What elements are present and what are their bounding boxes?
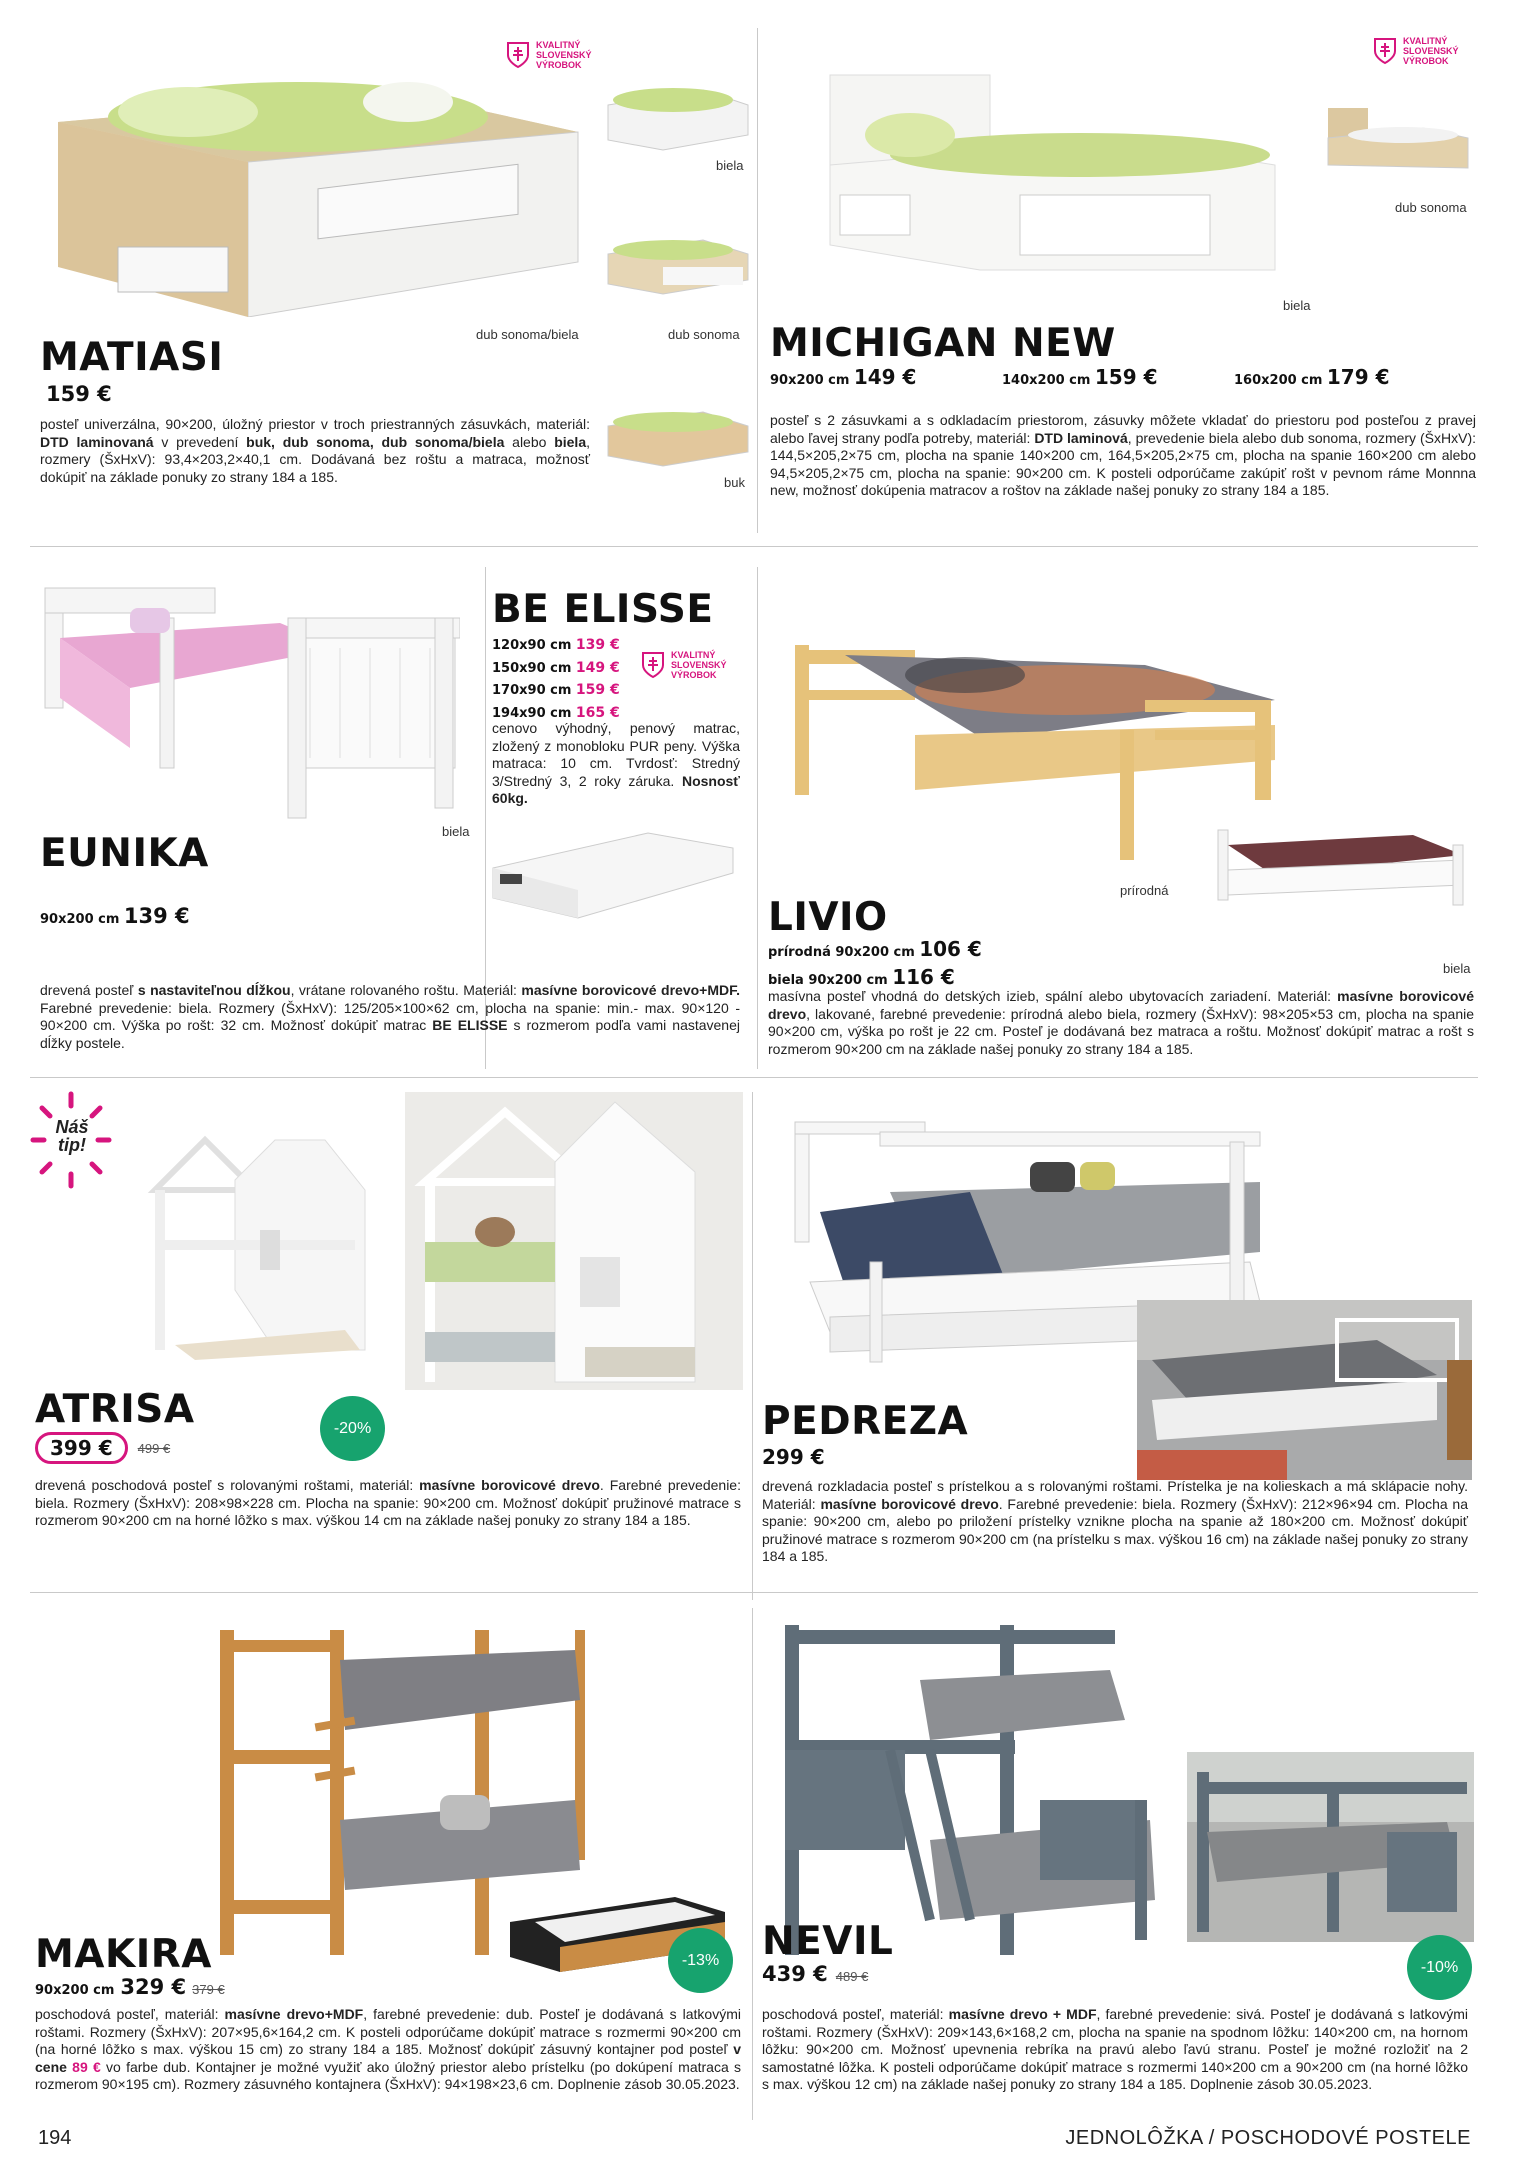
seal-line2: SLOVENSKÝ	[1403, 46, 1459, 56]
michigan-name: MICHIGAN NEW	[770, 321, 1116, 366]
pedreza-room-photo	[1137, 1300, 1472, 1480]
matiasi-name: MATIASI	[40, 335, 224, 380]
eunika-desc-mattress: BE ELISSE	[432, 1017, 508, 1034]
michigan-variant-size: 90x200 cm	[770, 373, 850, 388]
matiasi-sonoma-white-photo	[603, 232, 751, 297]
atrisa-desc-material: masívne borovicové drevo	[419, 1477, 600, 1493]
nevil-main-photo	[780, 1620, 1160, 1965]
eunika-caption-white: biela	[442, 824, 470, 839]
pedreza-desc-text: drevená rozkladacia posteľ s prístelkou a s rolovanými roštami. Prístelka je na kolieskach a má sklápacie nohy. Materiál:	[762, 1478, 1468, 1512]
michigan-desc-material: DTD laminová	[1034, 429, 1128, 446]
be-elisse-variant	[492, 657, 620, 680]
be-elisse-variant-price: 159 €	[575, 682, 620, 698]
matiasi-price: 159 €	[46, 382, 112, 406]
nevil-price-row	[762, 1962, 868, 1986]
makira-description	[35, 2006, 741, 2094]
matiasi-desc-text: alebo	[504, 433, 555, 450]
nevil-desc-text: poschodová posteľ, materiál:	[762, 2006, 949, 2022]
michigan-variant-price: 179 €	[1326, 365, 1390, 389]
michigan-description	[770, 412, 1476, 500]
slovak-shield-icon	[640, 651, 666, 679]
livio-variant-label: biela 90x200 cm	[768, 973, 888, 988]
atrisa-price-row	[35, 1432, 170, 1464]
matiasi-desc-material: DTD laminovaná	[40, 433, 154, 450]
nevil-discount-badge: -10%	[1407, 1935, 1472, 2000]
eunika-name: EUNIKA	[40, 831, 209, 876]
michigan-variant-1	[770, 365, 916, 389]
eunika-desc-material: masívne borovicové drevo+MDF.	[521, 982, 740, 998]
livio-name: LIVIO	[768, 895, 888, 940]
michigan-caption-sonoma: dub sonoma	[1395, 200, 1467, 215]
nevil-price: 439 €	[762, 1962, 828, 1986]
atrisa-desc-text: . Farebné prevedenie: biela. Rozmery (ŠxHxV): 208×98×228 cm. Plocha na spanie: 90×200 cm. Možnosť dokúpiť pružinové matrace s rozmerom 90×200 cm na horné lôžko s max. výškou 14 cm na základe našej ponuky zo strany 184 a 185.	[35, 1477, 741, 1529]
pedreza-desc-text: . Farebné prevedenie: biela. Rozmery (ŠxHxV): 212×96×94 cm. Plocha na spanie: 90×200 cm, alebo po priložení prístelky vznikne plocha na spanie až 180×200 cm. Možnosť dokúpiť pružinové matrace s rozmerom 90×200 cm (na prístelku s max. výškou 16 cm) na základe našej ponuky zo strany 184 a 185.	[762, 1495, 1468, 1565]
makira-desc-material: masívne drevo+MDF	[224, 2006, 364, 2022]
be-elisse-variant-price: 139 €	[575, 637, 620, 653]
nevil-desc-text: , farebné prevedenie: sivá. Posteľ je dodávaná s latkovými roštami. Rozmery (ŠxHxV): 209×143,6×168,2 cm, plocha na spanie na spodnom lôžku: 140×200 cm, na hornom lôžku: 90×200 cm. Možnosť upevnenia rebríka na pravú alebo ľavú stranu. Posteľ je možné rozložiť na 2 samostatné lôžka. K posteli odporúčame dokúpiť matrace s rozmermi 140×200 cm a 90×200 cm (na horné lôžko s max. výškou 12 cm) na základe našej ponuky zo strany 184 a 185. Doplnenie zásob 30.05.2023.	[762, 2006, 1469, 2093]
michigan-caption-white: biela	[1283, 298, 1311, 313]
matiasi-caption-sonoma-white: dub sonoma/biela	[476, 327, 579, 342]
divider-vertical-4	[752, 1092, 753, 1600]
livio-white-photo	[1213, 815, 1473, 907]
makira-price: 329 €	[120, 1975, 187, 1999]
livio-caption-white: biela	[1443, 961, 1471, 976]
divider-horizontal-2	[30, 1077, 1478, 1078]
nevil-desc-material: masívne drevo + MDF	[948, 2006, 1097, 2022]
divider-horizontal-3	[30, 1592, 1478, 1593]
be-elisse-variant	[492, 634, 620, 657]
michigan-variant-size: 140x200 cm	[1002, 373, 1091, 388]
matiasi-caption-sonoma: dub sonoma	[668, 327, 740, 342]
nevil-description	[762, 2006, 1468, 2094]
be-elisse-variant-price: 165 €	[575, 704, 620, 721]
divider-vertical-5	[752, 1608, 753, 2120]
eunika-price: 139 €	[123, 904, 190, 928]
michigan-variant-size: 160x200 cm	[1234, 373, 1323, 388]
be-elisse-name: BE ELISSE	[492, 587, 714, 632]
pedreza-name: PEDREZA	[762, 1399, 969, 1444]
eunika-desc-text: , vrátane rolovaného roštu. Materiál:	[290, 982, 522, 998]
seal-line1: KVALITNÝ	[671, 650, 716, 660]
atrisa-desc-text: drevená poschodová posteľ s rolovanými roštami, materiál:	[35, 1477, 420, 1493]
makira-price-row	[35, 1975, 225, 1999]
seal-line2: SLOVENSKÝ	[536, 50, 592, 60]
matiasi-main-photo	[48, 62, 588, 317]
makira-desc-text: poschodová posteľ, materiál:	[35, 2006, 225, 2022]
be-elisse-variants	[492, 634, 620, 724]
matiasi-caption-beech: buk	[724, 475, 745, 490]
livio-natural-photo	[785, 630, 1285, 865]
be-elisse-variant-size: 150x90 cm	[492, 660, 572, 676]
livio-desc-material: masívne borovicové drevo	[768, 988, 1474, 1022]
eunika-desc-adjustable: s nastaviteľnou dĺžkou	[137, 982, 291, 998]
michigan-variant-price: 159 €	[1094, 365, 1158, 389]
makira-name: MAKIRA	[35, 1932, 212, 1977]
michigan-variant-2	[1002, 365, 1158, 389]
matiasi-desc-text: v prevedení	[153, 433, 247, 450]
page-number: 194	[38, 2127, 72, 2149]
be-elisse-variant-size: 194x90 cm	[492, 705, 572, 721]
makira-desc-text: vo farbe dub. Kontajner je možné využiť ako úložný priestor alebo prístelku (po dokúpení matraca s rozmerom 90×195 cm). Rozmery zásuvného kontajnera (ŠxHxV): 94×198×23,6 cm. Doplnenie zásob 30.05.2023.	[35, 2058, 741, 2093]
atrisa-price: 399 €	[35, 1432, 128, 1464]
michigan-sonoma-photo	[1323, 103, 1471, 173]
makira-desc-drawer-price: 89 €	[72, 2058, 101, 2075]
atrisa-old-price: 499 €	[137, 1440, 171, 1456]
livio-variant-price: 106 €	[919, 937, 982, 961]
atrisa-white-photo	[145, 1130, 375, 1360]
nevil-old-price: 489 €	[835, 1969, 869, 1984]
divider-vertical-3	[757, 567, 758, 1069]
eunika-desc-text: drevená posteľ	[40, 982, 138, 998]
be-elisse-variant	[492, 679, 620, 702]
livio-variants	[768, 937, 982, 993]
matiasi-white-photo	[603, 80, 751, 155]
nevil-room-photo	[1187, 1752, 1474, 1942]
livio-caption-natural: prírodná	[1120, 883, 1169, 898]
be-elisse-variant-size: 120x90 cm	[492, 638, 572, 653]
divider-horizontal-1	[30, 546, 1478, 547]
be-elisse-desc-text: cenovo výhodný, penový matrac, zložený z monobloku PUR peny. Výška matraca: 10 cm. Tvrdosť: Stredný 3/Stredný 3, 2 roky záruka.	[492, 720, 740, 789]
divider-vertical-1	[757, 28, 758, 533]
eunika-desc-text: Farebné prevedenie: biela. Rozmery (ŠxHxV): 125/205×100×62 cm, plocha na spanie: min.- max. 90×120 - 90×200 cm. Výška po rošt: 32 cm. Možnosť dokúpiť matrac	[40, 999, 740, 1034]
makira-old-price: 379 €	[192, 1982, 225, 1997]
pedreza-desc-material: masívne borovicové drevo	[820, 1495, 999, 1512]
eunika-description	[40, 982, 740, 1052]
michigan-variant-3	[1234, 365, 1390, 389]
eunika-photo	[40, 578, 460, 823]
livio-desc-text: masívna posteľ vhodná do detských izieb, spální alebo ubytovacích zariadení. Materiál:	[768, 988, 1338, 1004]
be-elisse-variant-price: 149 €	[575, 659, 620, 676]
matiasi-desc-text: , rozmery (ŠxHxV): 93,4×203,2×40,1 cm. Dodávaná bez roštu a matraca, možnosť dokúpiť na základe ponuky zo strany 184 a 185.	[40, 433, 590, 485]
eunika-size: 90x200 cm	[40, 912, 120, 927]
tip-badge	[30, 1090, 112, 1190]
matiasi-desc-colors: buk, dub sonoma, dub sonoma/biela	[246, 433, 505, 450]
livio-variant	[768, 937, 982, 965]
livio-desc-text: , lakované, farebné prevedenie: prírodná alebo biela, rozmery (ŠxHxV): 98×205×53 cm, plocha na spanie 90×200 cm, výška po rošt je 22 cm. Posteľ je dodávaná bez matraca a roštu. Možnosť dokúpiť matrac a rošt s rozmerom 90×200 cm na základe našej ponuky zo strany 184 a 185.	[768, 1005, 1474, 1057]
be-elisse-variant-size: 170x90 cm	[492, 683, 572, 698]
livio-variant-label: prírodná 90x200 cm	[768, 945, 915, 960]
makira-discount-badge: -13%	[668, 1928, 733, 1993]
seal-line3: VÝROBOK	[1403, 56, 1449, 66]
nevil-name: NEVIL	[762, 1919, 894, 1964]
seal-line3: VÝROBOK	[671, 670, 717, 680]
michigan-desc-text: posteľ s 2 zásuvkami a s odkladacím priestorom, zásuvky môžete vkladať do priestoru pod posteľou z pravej alebo ľavej strany podľa potreby, materiál:	[770, 412, 1476, 446]
makira-size: 90x200 cm	[35, 1983, 115, 1998]
michigan-desc-text: , prevedenie biela alebo dub sonoma, rozmery (ŠxHxV): 144,5×205,2×75 cm, plocha na spanie 140×200 cm, 164,5×205,2×75 cm, plocha na spanie 160×200 cm alebo 94,5×205,2×75 cm, plocha na spanie: 90×200 cm. K posteli odporúčame zakúpiť rošt v pevnom ráme Monnna new, možnosť dokúpenia matracov a roštov na základe našej ponuky zo strany 184 a 185.	[770, 429, 1477, 499]
livio-description	[768, 988, 1474, 1058]
seal-line3: VÝROBOK	[536, 60, 582, 70]
matiasi-desc-white: biela	[554, 433, 587, 450]
slovak-shield-icon	[1372, 37, 1398, 65]
pedreza-description	[762, 1478, 1468, 1566]
matiasi-desc-text: posteľ univerzálna, 90×200, úložný priestor v troch priestranných zásuvkách, materiál:	[40, 416, 590, 432]
atrisa-discount-badge: -20%	[320, 1396, 385, 1461]
makira-desc-text: , farebné prevedenie: dub. Posteľ je dodávaná s latkovými roštami. Rozmery (ŠxHxV): 207×95,6×164,2 cm. K posteli odporúčame dokúpiť matrace s rozmermi 90×200 cm (na horné lôžko s max. výškou 15 cm) zo strany 184 a 185. Možnosť dokúpiť zásuvný kontajner pod posteľ	[35, 2006, 741, 2058]
eunika-desc-text: s rozmerom podľa vami nastavenej dĺžky postele.	[40, 1017, 740, 1051]
michigan-main-photo	[820, 55, 1280, 275]
be-elisse-description	[492, 720, 740, 808]
atrisa-room-photo	[405, 1092, 743, 1390]
matiasi-beech-photo	[603, 404, 751, 469]
livio-variant-price: 116 €	[892, 965, 955, 989]
seal-line2: SLOVENSKÝ	[671, 660, 727, 670]
seal-line1: KVALITNÝ	[536, 40, 581, 50]
quality-seal	[640, 650, 727, 680]
tip-line1: Náš	[55, 1117, 89, 1137]
be-elisse-desc-capacity: Nosnosť 60kg.	[492, 772, 740, 807]
pedreza-price: 299 €	[762, 1445, 825, 1469]
seal-line1: KVALITNÝ	[1403, 36, 1448, 46]
matiasi-description	[40, 416, 590, 486]
atrisa-description	[35, 1477, 741, 1530]
quality-seal	[1372, 36, 1459, 66]
makira-desc-price-label: v cene	[35, 2041, 741, 2075]
atrisa-name: ATRISA	[35, 1387, 195, 1432]
michigan-variant-price: 149 €	[853, 365, 917, 389]
matiasi-caption-white: biela	[716, 158, 744, 173]
tip-line2: tip!	[58, 1135, 86, 1155]
section-title: JEDNOLÔŽKA / POSCHODOVÉ POSTELE	[1065, 2127, 1471, 2149]
be-elisse-mattress-photo	[488, 818, 738, 928]
eunika-variant	[40, 904, 190, 928]
